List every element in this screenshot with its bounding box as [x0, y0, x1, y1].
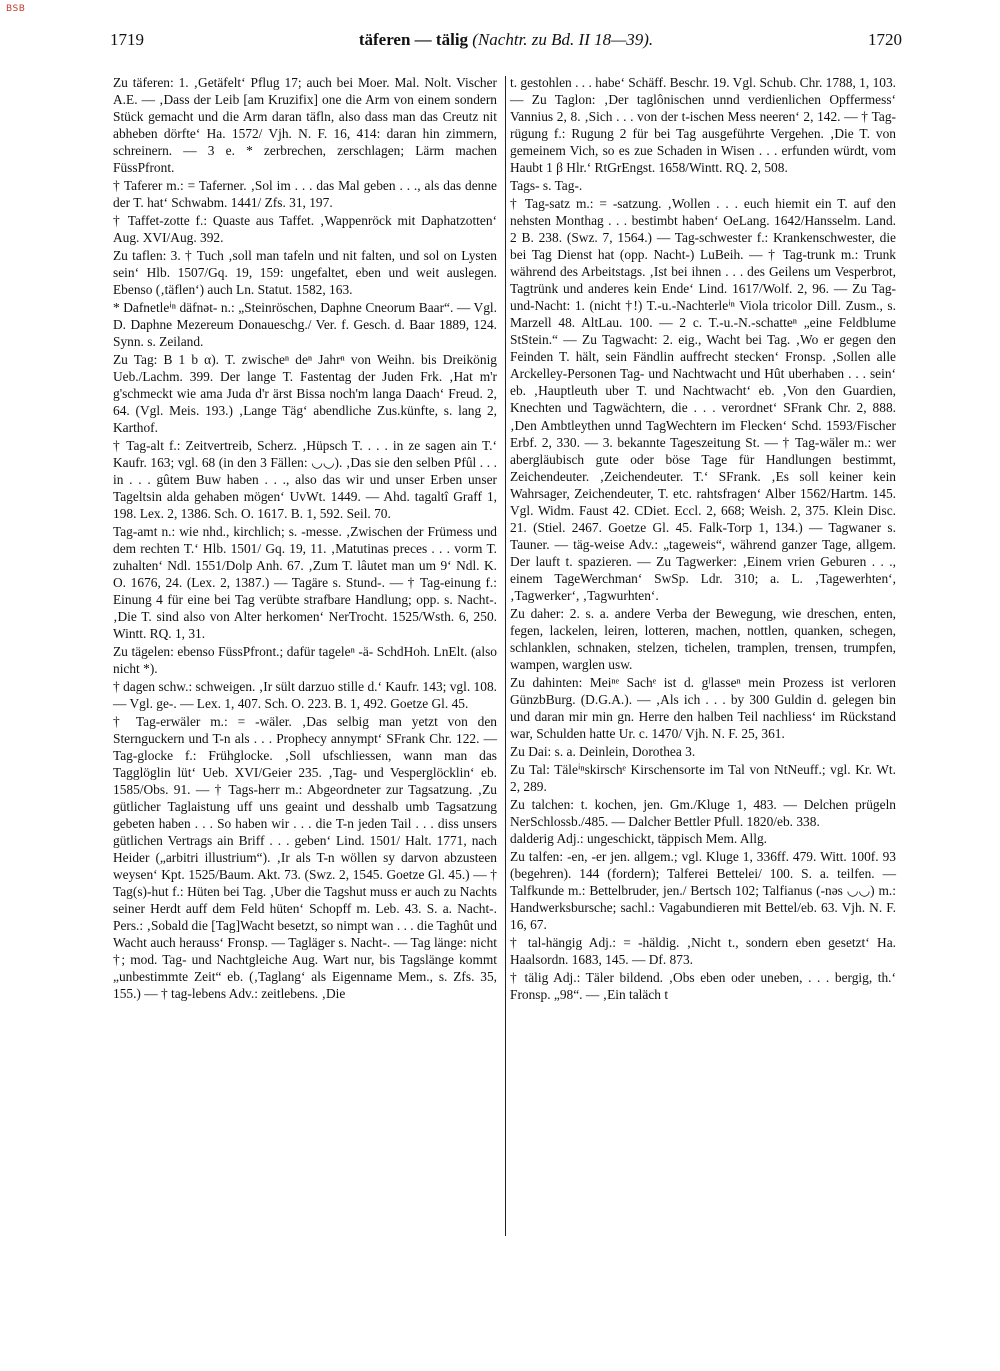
page-number-right: 1720 [868, 30, 902, 49]
running-head [110, 30, 902, 54]
running-title [110, 30, 902, 50]
dictionary-entry: * Dafnetleⁱⁿ däfnǝt- n.: „Steinröschen, Daphne Cneorum Baar“. — Vgl. D. Daphne Mezereum Donaueschg./ Ver. f. Gesch. d. Baar 1889, 124. Synn. s. Zeiland. [113, 299, 497, 349]
dictionary-entry: Zu daher: 2. s. a. andere Verba der Bewegung, wie dreschen, enten, fegen, lackelen, leiren, lotteren, machen, nottlen, quanken, schegen, schlanklen, schnaken, stelzen, tichelen, tramplen, trensen, trumpfen, wampen, warglen usw. [510, 605, 896, 672]
dictionary-entry: Zu täferen: 1. ‚Getäfelt‘ Pflug 17; auch bei Moer. Mal. Nolt. Vischer A.E. — ‚Dass der Leib [am Kruzifix] one die Arm von einem sondern Stück gemacht und die Arm daran täfln, also dass man das Creutz nit abheben dörfte‘ Ha. 1572/ Vjh. N. F. 16, 414: daran hin zimmern, schreinern. — 3 e. * zerbrechen, zerschlagen; Lärm machen FüssPfront. [113, 75, 497, 176]
dictionary-entry: † Taferer m.: = Taferner. ‚Sol im . . . das Mal geben . . ., als das denne der T. hat‘ Schwabm. 1441/ Zfs. 31, 197. [113, 178, 497, 211]
column-divider [505, 76, 506, 1236]
dictionary-entry: Zu talfen: -en, -er jen. allgem.; vgl. Kluge 1, 336ff. 479. Witt. 100f. 93 (begehren). 144 (fordern); Talferei Bettelei/ 100. S. a. teilfen. — Talfkunde m.: Bettelbruder, jen./ Bertsch 102; Talfianus (-nǝs ◡◡) m.: Handwerksbursche; sachl.: Vagabundieren mit Bettel/eb. 63. Vjh. N. F. 16, 67. [510, 849, 896, 933]
dictionary-entry: Zu dahinten: Meiⁿᵉ Sachᵉ ist d. gˡlasseⁿ mein Prozess ist verloren GünzbBurg. (D.G.A.). — ‚Als ich . . . by 300 Guldin d. gelegen bin und daran mir min gn. Herre den halben Teil nachliess‘ im Rückstand war, Schulden hatte Ur. c. 1470/ Vjh. N. F. 25, 361. [510, 674, 896, 741]
dictionary-entry: † dagen schw.: schweigen. ‚Ir sült darzuo stille d.‘ Kaufr. 143; vgl. 108. — Vgl. ge-. — Lex. 1, 407. Sch. O. 223. B. 1, 492. Goetze Gl. 45. [113, 678, 497, 711]
dictionary-entry: t. gestohlen . . . habe‘ Schäff. Beschr. 19. Vgl. Schub. Chr. 1788, 1, 103. — Zu Taglon: ‚Der taglônischen unnd verdienlichen Opffermess‘ Vannius 2, 8. ‚Sich . . . von der t-ischen Mess neeren‘ 2, 142. — † Tag-rügung f.: Rugung 2 für bei Tag ausgeführte Vergehen. ‚Die T. von gemeinem Vich, so es zue Schaden in Wisen . . . erfunden würdt, vom Haubt 1 β Hlr.‘ RtGrEngst. 1658/Wintt. RQ. 2, 508. [510, 75, 896, 176]
dictionary-entry: † Taffet-zotte f.: Quaste aus Taffet. ‚Wappenröck mit Daphatzotten‘ Aug. XVI/Aug. 392. [113, 212, 497, 246]
left-column [113, 74, 497, 1003]
dictionary-entry: † Tag-alt f.: Zeitvertreib, Scherz. ‚Hüpsch T. . . . in ze sagen ain T.‘ Kaufr. 163; vgl. 68 (in den 3 Fällen: ◡◡). ‚Das sie den selben Pfûl . . . in . . . gûtem Buw haben . . ., also das wir und unser Erben unser Tageltsin alda gehaben mögen‘ UvWt. 1449. — Ahd. tagaltî Graff 1, 198. Lex. 2, 1386. Sch. O. 1617. B. 1, 592. Seil. 70. [113, 437, 497, 521]
dictionary-entry: † Tag-satz m.: = -satzung. ‚Wollen . . . euch hiemit ein T. auf den nehsten Monthag . . . bestimbt haben‘ OeLang. 1642/Hansselm. Land. 2 B. 238. (Swz. 7, 1564.) — Tag-schwester f.: Krankenschwester, die bei Tag Dienst hat (opp. Nacht-) LuBeih. — † Tag-trunk m.: Trunk während des Arbeitstags. ‚Ist bei ihnen . . . des Geilens um Vesperbrot, Tagtrünk und anderes kein Ende‘ Lind. 1617/Wolf. 2, 96. — Zu Tag-und-Nacht: 1. (nicht †!) T.-u.-Nachterleⁱⁿ Viola tricolor Dill. Zusm., s. Marzell 48. AltLau. 100. — 2 c. T.-u.-N.-schatteⁿ „eine Feldblume StStein.“ — Zu Tagwacht: 2. eig., Wacht bei Tag. ‚Wo er gegen den Feinden T. hält, sein Fändlin auffrecht stecken‘ Fronsp. ‚Sollen alle Arckelley-Personen Tag- und Nachtwacht und Hût uberhaben . . . sein‘ eb. ‚Hauptleuth uber T. und Nachtwacht‘ eb. ‚Von den Guardien, Knechten und Tagwächtern, die . . . verordnet‘ SFrank Chr. 2, 888. ‚Den Ambtleythen unnd TagWechtern im Flecken‘ Schd. 1593/Fischer Erbf. 2, 330. — 3. bekannte Tageszeitung St. — † Tag-wäler m.: wer abergläubisch gute oder böse Tage für Handlungen bestimmt, Zeichendeuter. ‚Zeichendeuter. T.‘ SFrank. ‚Es soll keiner kein Wahrsager, Zeichendeuter, T. etc. rahtsfragen‘ Alber 1562/Hartm. 145. Vgl. Widm. Faust 42. CDiet. Eccl. 2, 668; Weish. 2, 375. Klein Disc. 21. (Stiel. 2467. Goetze Gl. 45. Falk-Torp 1, 134.) — Tagwaner s. Tauner. — täg-weise Adv.: „tageweis“, während ganzer Tage, allgem. Der lauft t. spazieren. — Zu Tagwerker: ‚Einem vrien Geburen . . ., einem TageWerchman‘ SwSp. Ldr. 310; a. L. ‚Tagewerhten‘, ‚Tagwerker‘, ‚Tagwurhten‘. [510, 195, 896, 603]
dictionary-entry: Zu Tag: B 1 b α). T. zwischeⁿ deⁿ Jahrⁿ von Weihn. bis Dreikönig Ueb./Lachm. 399. Der lange T. Fastentag der Juden Frk. ‚Hat m'r g'schmeckt wie ama Juda d'r ärst Bissa noch'm langa Daach‘ Freud. 2, 64. (Vgl. Meis. 193.) ‚Lange Täg‘ abendliche Zus.künfte, s. lang 2, Karthof. [113, 351, 497, 435]
dictionary-entry: Tags- s. Tag-. [510, 178, 583, 194]
dictionary-entry: Zu tägelen: ebenso FüssPfront.; dafür tageleⁿ -ä- SchdHoh. LnElt. (also nicht *). [113, 643, 497, 676]
right-column [510, 74, 896, 1003]
page-number-left: 1719 [110, 30, 144, 49]
running-title-note: (Nachtr. zu Bd. II 18—39). [472, 30, 654, 49]
dictionary-entry: Zu Dai: s. a. Deinlein, Dorothea 3. [510, 743, 696, 759]
dictionary-entry: Zu Tal: Täleⁱⁿskirschᵉ Kirschensorte im Tal von NtNeuff.; vgl. Kr. Wt. 2, 289. [510, 761, 896, 794]
dictionary-entry: Tag-amt n.: wie nhd., kirchlich; s. -messe. ‚Zwischen der Frümess und dem rechten T.‘ Hlb. 1501/ Gq. 19, 11. ‚Matutinas preces . . . vorm T. zuhalten‘ Ndl. 1551/Dolp Anh. 67. ‚Zum T. lâutet man um 9‘ Ndl. K. O. 1676, 24. (Lex. 2, 1387.) — Tagäre s. Stund-. — † Tag-einung f.: Einung 4 für eine bei Tag verübte strafbare Handlung; opp. s. Nacht-. ‚Die T. sind also von Alter herkomen‘ NerTrocht. 1525/Wsth. 6, 250. Wintt. RQ. 1, 31. [113, 523, 497, 642]
dictionary-entry: † tal-hängig Adj.: = -häldig. ‚Nicht t., sondern eben gesetzt‘ Ha. Haalsordn. 1683, 145. — Df. 873. [510, 935, 896, 968]
dictionary-entry: † Tag-erwäler m.: = -wäler. ‚Das selbig man yetzt von den Sternguckern und T-n als . . . Prophecy annympt‘ SFrank Chr. 122. — Tag-glocke f.: Frühglocke. ‚Soll ufschliessen, wann man das Tagglöglin lüt‘ Ueb. XVI/Geier 235. ‚Tag- und Vesperglöcklin‘ eb. 1585/Obs. 91. — † Tags-herr m.: Abgeordneter zur Tagsatzung. ‚Zu gütlicher Taglaistung uff uns geaint und desshalb umb Tagsatzung gebeten haben . . . So haben wir . . . die T-n jeden Tail . . . diss unsers gütlichen Vertrags ain Briff . . . geben‘ Lind. 1501/ Halt. 1771, nach Heider („arbitri illustrium“). ‚Ir als T-n wöllen sy darvon abzusteen weysen‘ Kpt. 1525/Baum. Akt. 73. (Swz. 2, 1545. Goetze Gl. 45.) — † Tag(s)-hut f.: Hüten bei Tag. ‚Uber die Tagshut muss er auch zu Nachts seiner Herdt auff dem Feld hüten‘ Schopff m. Leb. 43. S. a. Nacht-. Pers.: ‚Sobald die [Tag]Wacht besetzt, so nimpt wan . . . die Taghût und Wacht auch herauss‘ Fronsp. — Tagläger s. Nacht-. — Tag länge: nicht †; mod. Tag- und Nachtgleiche Aug. Wart nur, bis Tagslänge kommt „unbestimmte Zeit“ eb. (‚Taglang‘ als Eigenname Mem., s. Zfs. 35, 155.) — † tag-lebens Adv.: zeitlebens. ‚Die [113, 713, 497, 1002]
library-watermark: BSB [6, 4, 26, 14]
dictionary-entry: Zu talchen: t. kochen, jen. Gm./Kluge 1, 483. — Delchen prügeln NerSchlossb./485. — Dalcher Bettler Pfull. 1820/eb. 338. [510, 796, 896, 829]
dictionary-entry: † tälig Adj.: Täler bildend. ‚Obs eben oder uneben, . . . bergig, th.‘ Fronsp. „98“. — ‚Ein taläch t [510, 970, 896, 1003]
dictionary-entry: Zu taflen: 3. † Tuch ‚soll man tafeln und nit falten, und sol on Lysten sein‘ Hlb. 1507/Gq. 19, 159: ungefaltet, eben und weit auslegen. Ebenso (‚täflen‘) auch Ln. Statut. 1582, 163. [113, 247, 497, 297]
dictionary-entry: dalderig Adj.: ungeschickt, täppisch Mem. Allg. [510, 831, 767, 847]
running-title-words: täferen — tälig [358, 30, 469, 49]
